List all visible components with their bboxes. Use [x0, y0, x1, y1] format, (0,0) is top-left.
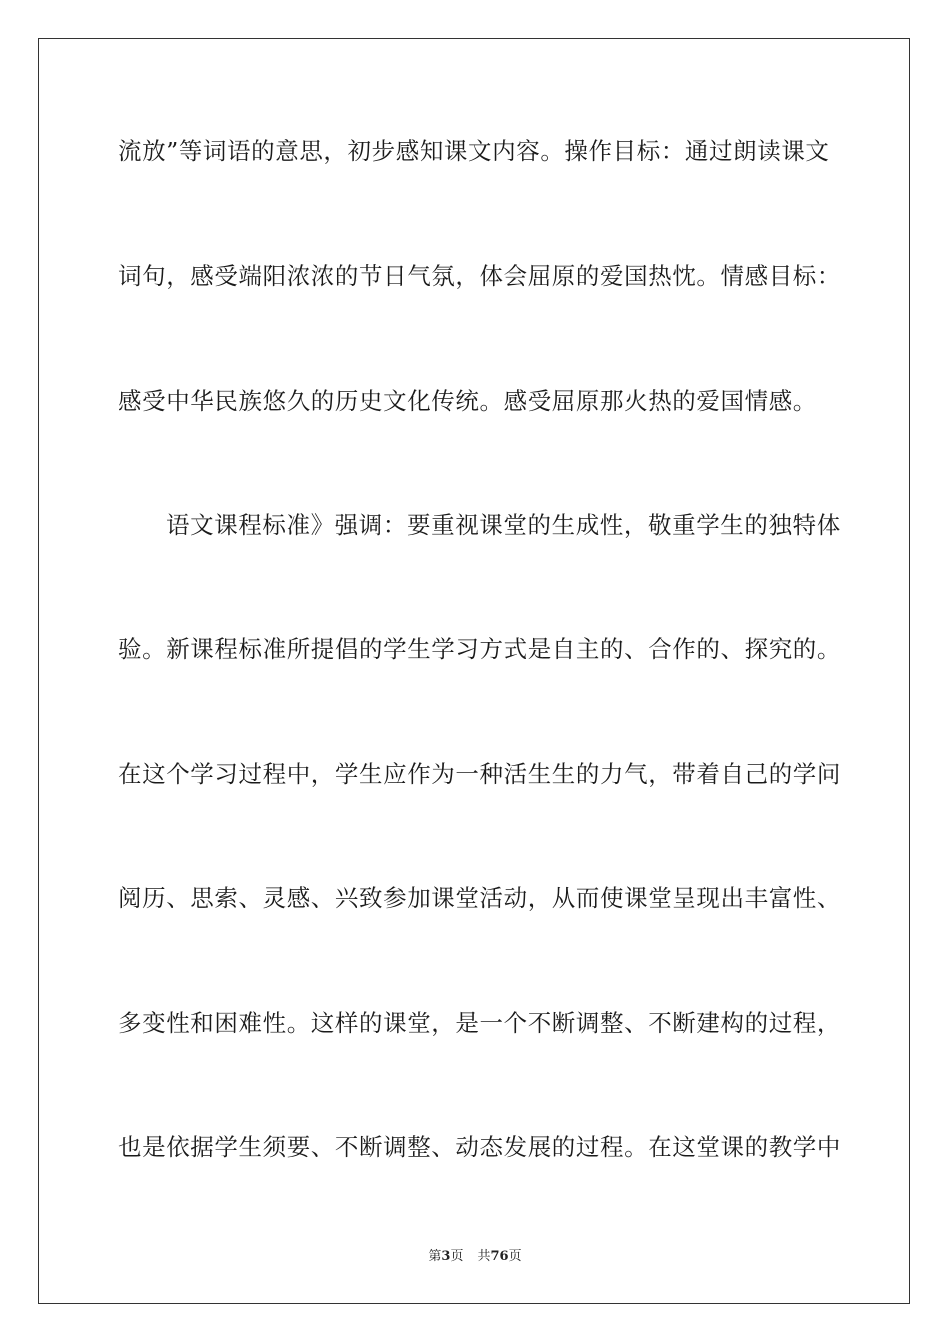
page-suffix: 页 [450, 1249, 464, 1264]
total-prefix: 共 [477, 1249, 491, 1264]
body-line-5: 验。新课程标准所提倡的学生学习方式是自主的、合作的、探究的。 [118, 635, 841, 663]
body-line-6: 在这个学习过程中，学生应作为一种活生生的力气，带着自己的学问 [118, 760, 841, 788]
total-suffix: 页 [508, 1249, 522, 1264]
page-number: 3 [441, 1249, 451, 1264]
body-line-9: 也是依据学生须要、不断调整、动态发展的过程。在这堂课的教学中 [118, 1133, 841, 1161]
total-pages: 76 [490, 1249, 509, 1264]
page-border [38, 38, 910, 1304]
body-line-8: 多变性和困难性。这样的课堂，是一个不断调整、不断建构的过程， [118, 1009, 841, 1037]
body-line-2: 词句，感受端阳浓浓的节日气氛，体会屈原的爱国热忱。情感目标： [118, 262, 841, 290]
body-line-7: 阅历、思索、灵感、兴致参加课堂活动，从而使课堂呈现出丰富性、 [118, 884, 841, 912]
body-line-3: 感受中华民族悠久的历史文化传统。感受屈原那火热的爱国情感。 [118, 387, 817, 415]
page-footer [0, 1248, 950, 1266]
body-line-4-paragraph-start: 语文课程标准》强调：要重视课堂的生成性，敬重学生的独特体 [166, 511, 841, 539]
page-prefix: 第 [428, 1249, 442, 1264]
body-line-1: 流放”等词语的意思，初步感知课文内容。操作目标：通过朗读课文 [118, 137, 830, 165]
